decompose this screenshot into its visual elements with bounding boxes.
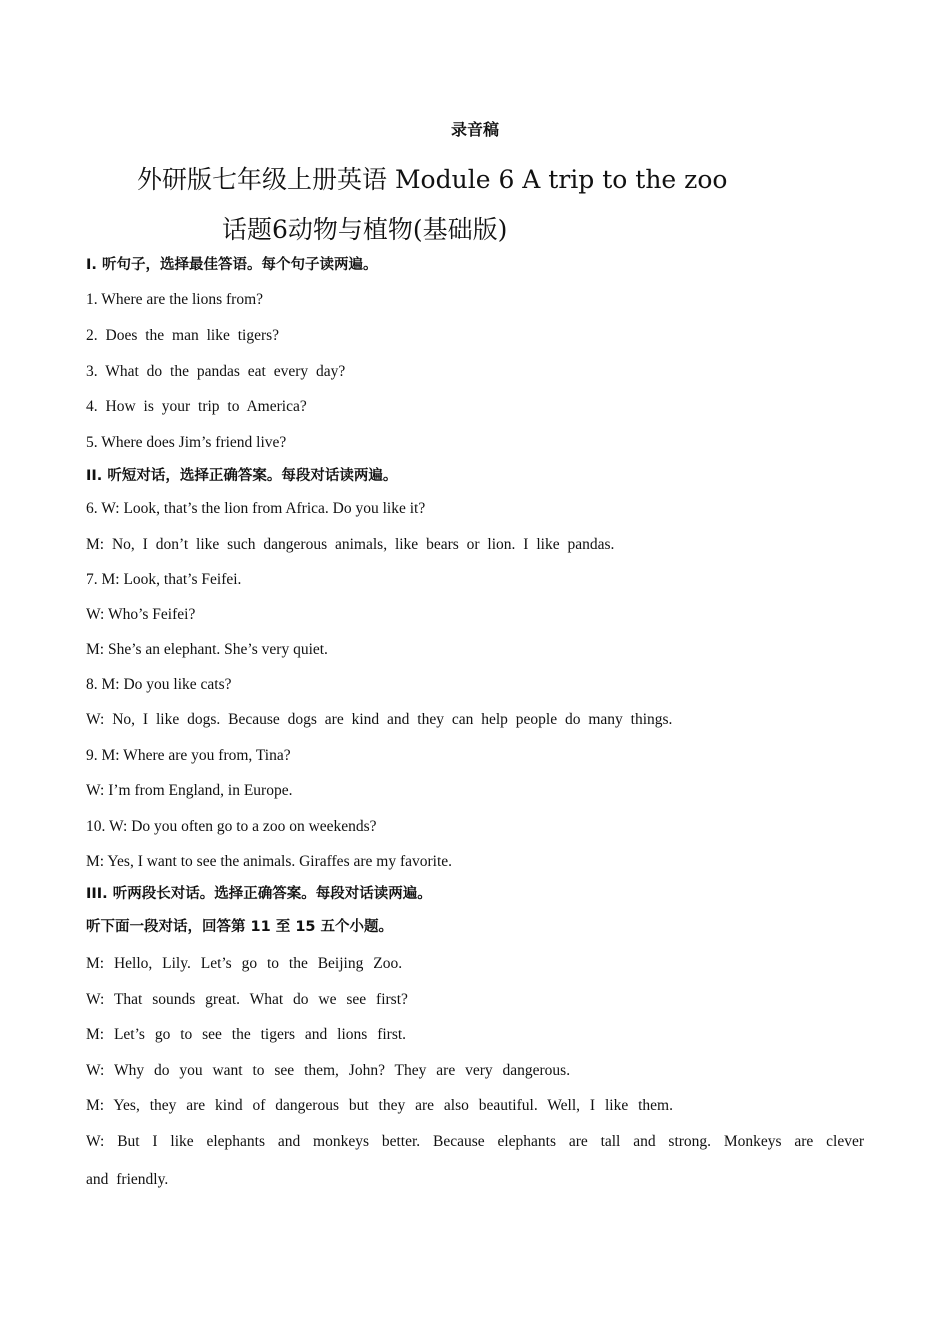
document-label: 录音稿: [450, 120, 499, 139]
dialogue-line: W: I’m from England, in Europe.: [86, 782, 293, 799]
section-1-heading: Ⅰ. 听句子，选择最佳答语。每个句子读两遍。: [86, 257, 378, 273]
dialogue-line: M: Let’s go to see the tigers and lions first.: [86, 1026, 407, 1043]
section-3-subheading: 听下面一段对话，回答第 11 至 15 五个小题。: [86, 919, 394, 935]
dialogue-line: M: Hello, Lily. Let’s go to the Beijing Zoo.: [86, 955, 403, 972]
dialogue-line: M: Yes, I want to see the animals. Giraffes are my favorite.: [86, 853, 453, 870]
question-line: 2. Does the man like tigers?: [86, 327, 280, 344]
section-3-heading: III. 听两段长对话。选择正确答案。每段对话读两遍。: [86, 886, 432, 902]
question-line: 5. Where does Jim’s friend live?: [86, 434, 287, 451]
dialogue-line: 9. M: Where are you from, Tina?: [86, 747, 291, 764]
dialogue-line: 10. W: Do you often go to a zoo on weekends?: [86, 818, 377, 835]
dialogue-line: M: She’s an elephant. She’s very quiet.: [86, 641, 328, 658]
question-line: 4. How is your trip to America?: [86, 398, 307, 415]
dialogue-line: 8. M: Do you like cats?: [86, 676, 232, 693]
question-line: 3. What do the pandas eat every day?: [86, 363, 346, 380]
question-line: 1. Where are the lions from?: [86, 291, 264, 308]
dialogue-line: W: Why do you want to see them, John? They are very dangerous.: [86, 1062, 571, 1079]
section-2-heading: II. 听短对话，选择正确答案。每段对话读两遍。: [86, 468, 398, 484]
dialogue-line: W: Who’s Feifei?: [86, 606, 196, 623]
dialogue-line: 7. M: Look, that’s Feifei.: [86, 571, 242, 588]
dialogue-line: M: No, I don’t like such dangerous animals, like bears or lion. I like pandas.: [86, 536, 615, 553]
dialogue-line: 6. W: Look, that’s the lion from Africa. Do you like it?: [86, 500, 426, 517]
document-subtitle: 话题6动物与植物(基础版): [222, 215, 508, 244]
dialogue-line: M: Yes, they are kind of dangerous but they are also beautiful. Well, I like them.: [86, 1097, 673, 1114]
document-title: 外研版七年级上册英语 Module 6 A trip to the zoo: [137, 165, 728, 194]
dialogue-line: W: That sounds great. What do we see first?: [86, 991, 408, 1008]
dialogue-line: W: But I like elephants and monkeys better. Because elephants are tall and strong. Monkeys are clever: [86, 1133, 864, 1150]
dialogue-line: and friendly.: [86, 1171, 169, 1188]
dialogue-line: W: No, I like dogs. Because dogs are kind and they can help people do many things.: [86, 711, 673, 728]
